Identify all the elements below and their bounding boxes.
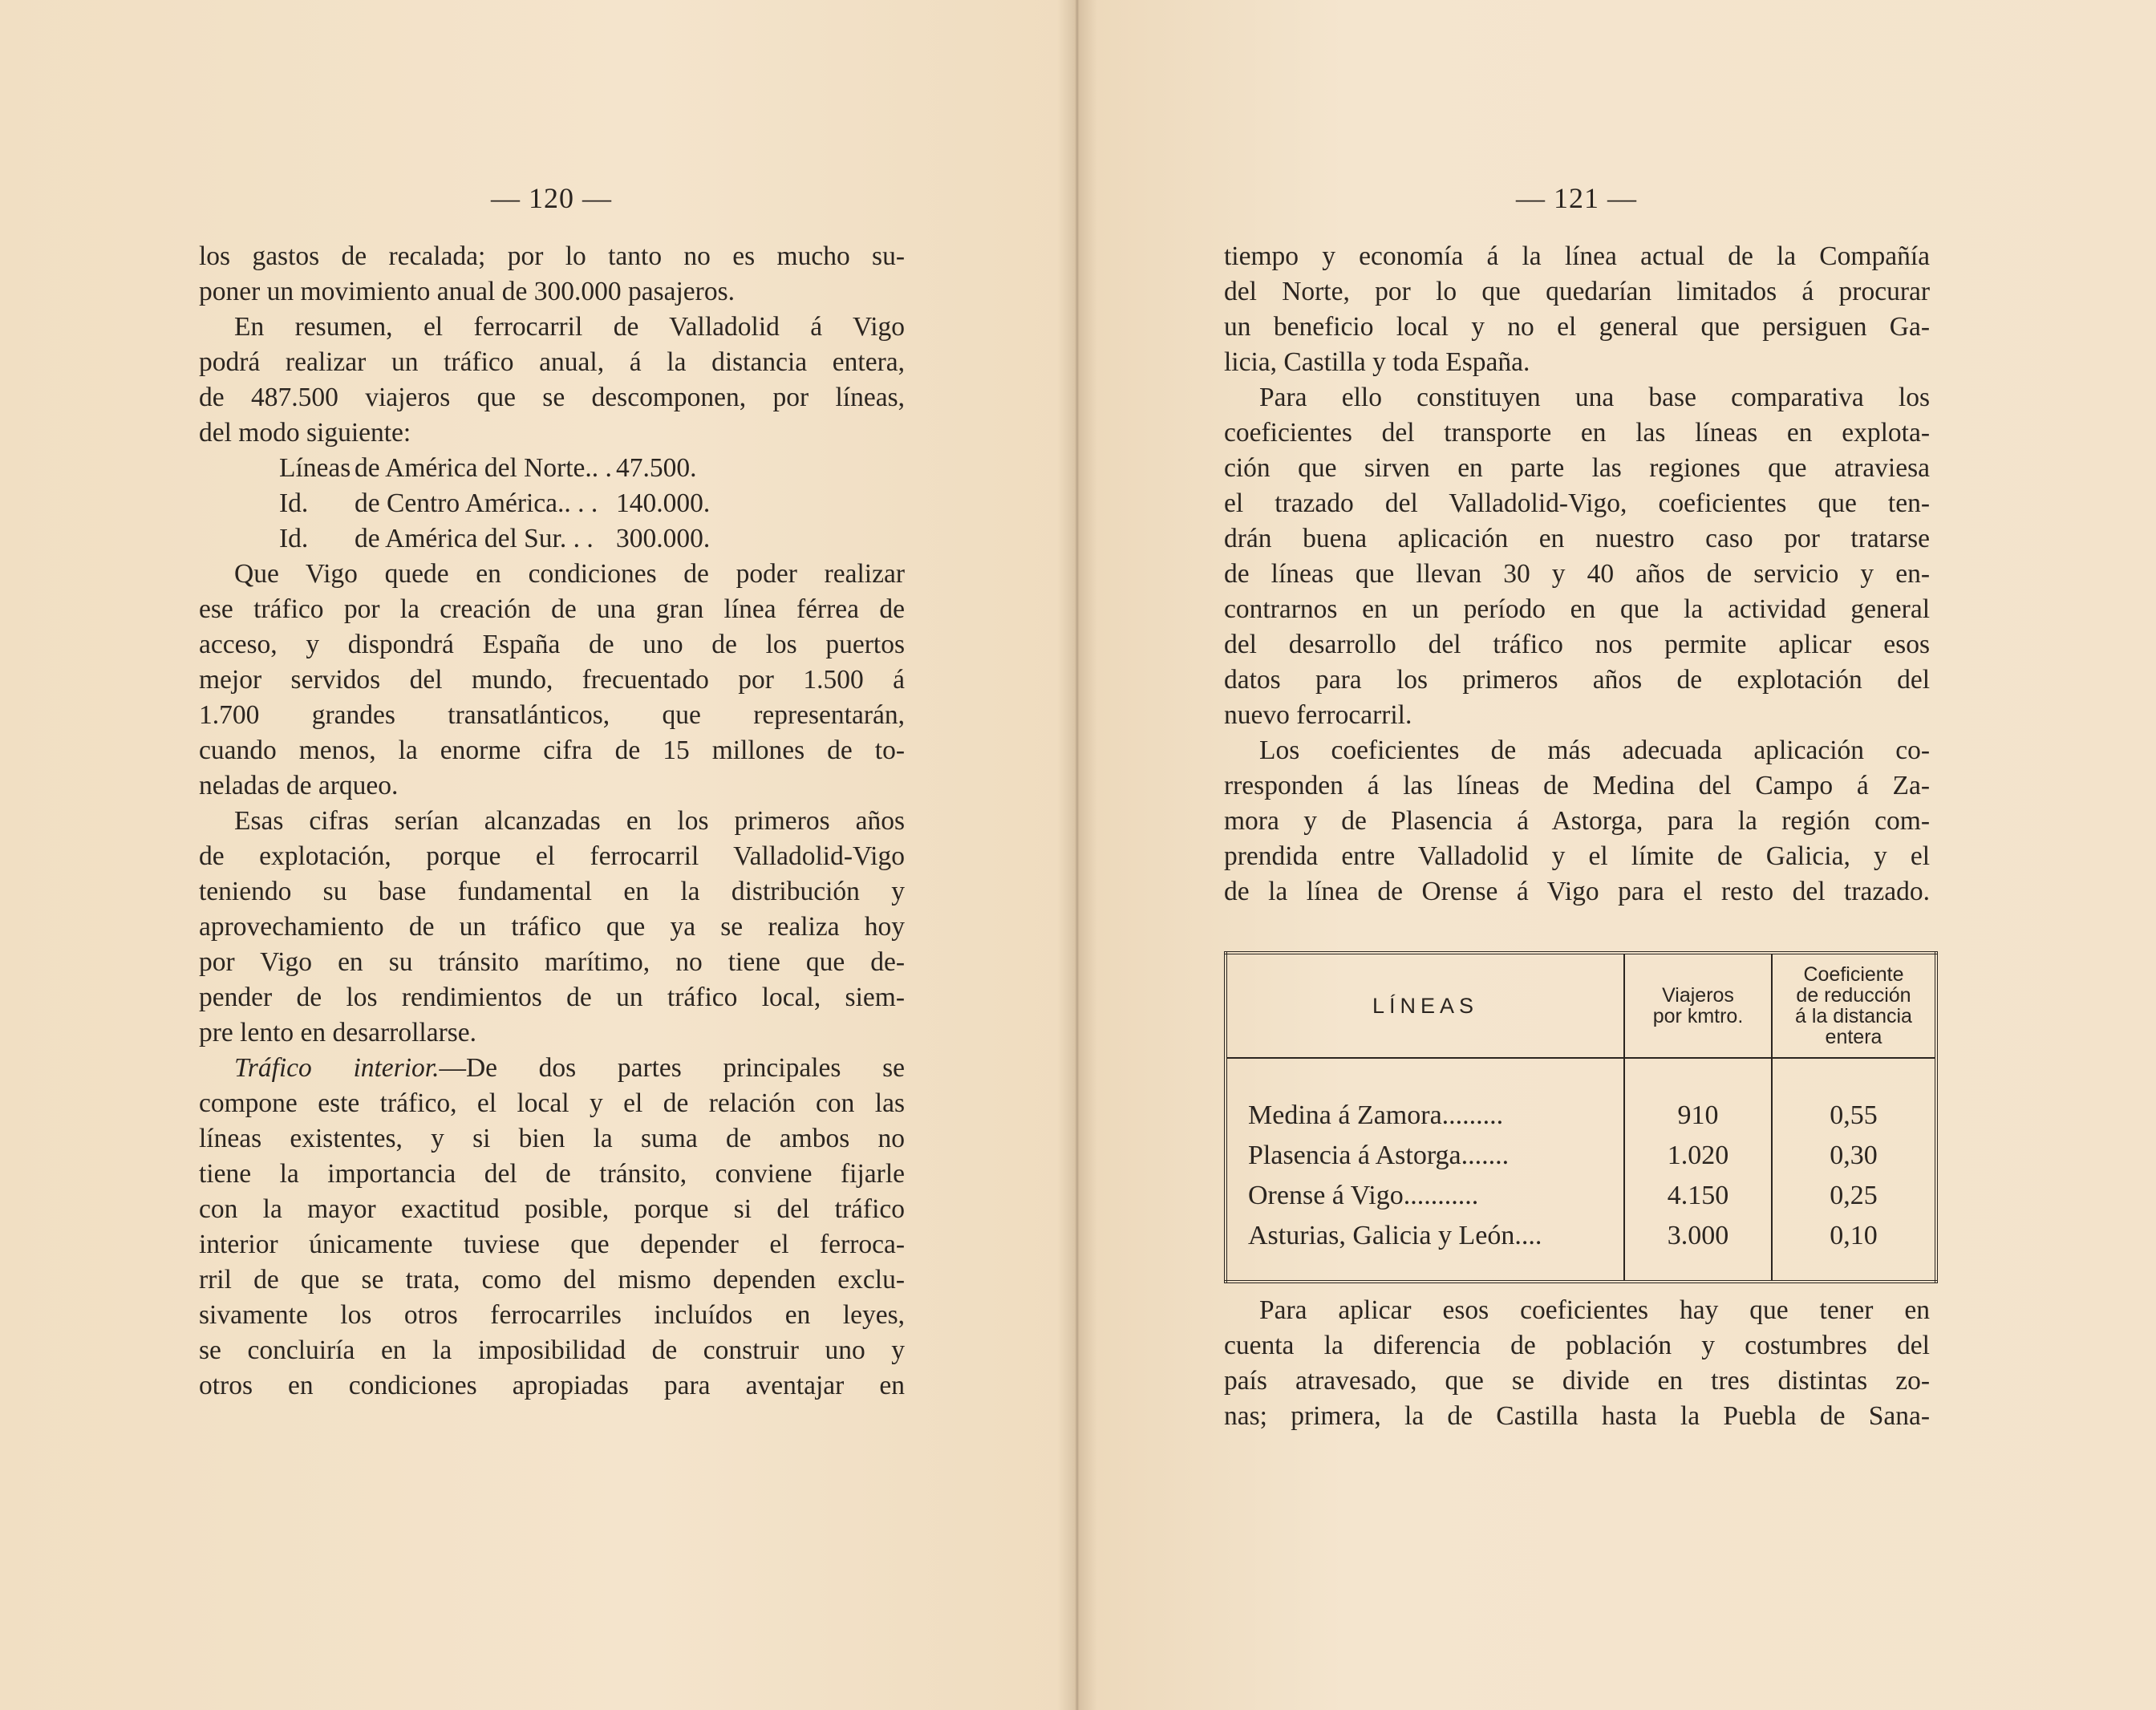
list-prefix: Id. [279,488,309,518]
list-value: 140.000. [616,488,711,518]
text-line: Que Vigo quede en condiciones de poder realizar [234,559,905,589]
table-spacer [1226,1058,1936,1096]
cell-viajeros: 3.000 [1624,1216,1772,1256]
text-line: de 487.500 viajeros que se descomponen, por líneas, [199,383,905,412]
list-item [199,451,905,486]
text-line: neladas de arqueo. [199,771,399,800]
text-line: rril de que se trata, como del mismo dependen exclu- [199,1265,905,1295]
table-row [1226,1096,1936,1136]
cell-linea: Orense á Vigo........... [1226,1176,1624,1216]
cell-coeficiente: 0,10 [1830,1221,1878,1250]
cell-linea: Medina á Zamora......... [1226,1096,1624,1136]
text-line: Esas cifras serían alcanzadas en los primeros años [234,806,905,836]
text-line: datos para los primeros años de explotación del [1224,665,1930,695]
text-line: Los coeficientes de más adecuada aplicación co- [1259,735,1930,765]
list-label: de América del Norte.. . [355,453,612,483]
list-label: de Centro América.. . . [355,488,598,518]
text-line: En resumen, el ferrocarril de Valladolid á Vigo [234,312,905,342]
text-line: nuevo ferrocarril. [1224,700,1412,730]
text-line: del modo siguiente: [199,418,411,448]
heading-tail: —De dos partes principales se [439,1053,905,1083]
text-line: nas; primera, la de Castilla hasta la Puebla de Sana- [1224,1401,1930,1431]
text-line: mejor servidos del mundo, frecuentado por 1.500 á [199,665,905,695]
text-line: de explotación, porque el ferrocarril Valladolid-Vigo [199,841,905,871]
text-line: drán buena aplicación en nuestro caso por tratarse [1224,524,1930,553]
header-coef-line: á la distancia [1795,1005,1912,1027]
section-heading-line [199,1051,905,1086]
list-item [199,521,905,557]
text-line: cuenta la diferencia de población y costumbres del [1224,1331,1930,1360]
cell-viajeros: 910 [1624,1096,1772,1136]
list-item [199,486,905,521]
cell-viajeros: 4.150 [1624,1176,1772,1216]
left-text-block [199,239,905,1404]
cell-viajeros: 1.020 [1624,1136,1772,1176]
right-page [1075,0,2156,1710]
text-line: pender de los rendimientos de un tráfico local, siem- [199,983,905,1012]
text-line: acceso, y dispondrá España de uno de los puertos [199,630,905,659]
header-lineas: LÍNEAS [1226,953,1624,1058]
text-line: se concluiría en la imposibilidad de construir uno y [199,1335,905,1365]
table-row [1226,1176,1936,1216]
text-line: líneas existentes, y si bien la suma de ambos no [199,1124,905,1153]
header-viajeros [1624,953,1772,1058]
page-number: — 120 — [491,182,612,214]
text-line: licia, Castilla y toda España. [1224,347,1530,377]
page-number: — 121 — [1516,182,1637,214]
text-line: tiempo y economía á la línea actual de la Compañía [1224,241,1930,271]
header-coeficiente [1772,953,1936,1058]
list-prefix: Id. [279,524,309,553]
text-line: Para aplicar esos coeficientes hay que tener en [1259,1295,1930,1325]
table-header-row [1226,953,1936,1058]
text-line: contrarnos en un período en que la actividad general [1224,594,1930,624]
cell-coeficiente: 0,30 [1830,1141,1878,1170]
right-text-block-bottom [1224,1293,1930,1434]
header-coef-line: de reducción [1796,984,1911,1007]
text-line: de líneas que llevan 30 y 40 años de servicio y en- [1224,559,1930,589]
cell-coeficiente: 0,55 [1830,1100,1878,1130]
table-spacer [1226,1256,1936,1282]
text-line: del desarrollo del tráfico nos permite aplicar esos [1224,630,1930,659]
header-coef-line: entera [1825,1026,1882,1048]
text-line: ese tráfico por la creación de una gran línea férrea de [199,594,905,624]
coefficients-table [1224,951,1938,1283]
text-line: teniendo su base fundamental en la distribución y [199,877,905,906]
text-line: país atravesado, que se divide en tres distintas zo- [1224,1366,1930,1396]
text-line: interior únicamente tuviese que depender el ferroca- [199,1230,905,1259]
header-coef-line: Coeficiente [1803,963,1904,986]
cell-linea: Plasencia á Astorga....... [1226,1136,1624,1176]
cell-coeficiente: 0,25 [1830,1181,1878,1210]
text-line: un beneficio local y no el general que persiguen Ga- [1224,312,1930,342]
text-line: sivamente los otros ferrocarriles incluídos en leyes, [199,1300,905,1330]
text-line: ción que sirven en parte las regiones que atraviesa [1224,453,1930,483]
text-line: 1.700 grandes transatlánticos, que representarán, [199,700,905,730]
table-row [1226,1216,1936,1256]
text-line: de la línea de Orense á Vigo para el resto del trazado. [1224,877,1930,906]
cell-linea: Asturias, Galicia y León.... [1226,1216,1624,1256]
text-line: Para ello constituyen una base comparativa los [1259,383,1930,412]
list-label: de América del Sur. . . [355,524,594,553]
text-line: aprovechamiento de un tráfico que ya se realiza hoy [199,912,905,942]
header-viajeros-line: Viajeros [1662,984,1734,1007]
text-line: poner un movimiento anual de 300.000 pasajeros. [199,277,735,306]
list-value: 47.500. [616,453,697,483]
text-line: rresponden á las líneas de Medina del Campo á Za- [1224,771,1930,800]
text-line: tiene la importancia del de tránsito, conviene fijarle [199,1159,905,1189]
text-line: del Norte, por lo que quedarían limitados á procurar [1224,277,1930,306]
list-value: 300.000. [616,524,711,553]
text-line: por Vigo en su tránsito marítimo, no tiene que de- [199,947,905,977]
text-line: el trazado del Valladolid-Vigo, coeficientes que ten- [1224,488,1930,518]
text-line: podrá realizar un tráfico anual, á la distancia entera, [199,347,905,377]
text-line: cuando menos, la enorme cifra de 15 millones de to- [199,735,905,765]
left-page [0,0,1075,1710]
book-gutter [1057,0,1097,1710]
text-line: prendida entre Valladolid y el límite de Galicia, y el [1224,841,1930,871]
list-prefix: Líneas [279,453,351,483]
text-line: otros en condiciones apropiadas para aventajar en [199,1371,905,1400]
text-line: compone este tráfico, el local y el de relación con las [199,1088,905,1118]
table-row [1226,1136,1936,1176]
header-viajeros-line: por kmtro. [1652,1005,1744,1027]
text-line: con la mayor exactitud posible, porque si del tráfico [199,1194,905,1224]
text-line: mora y de Plasencia á Astorga, para la región com- [1224,806,1930,836]
text-line: los gastos de recalada; por lo tanto no es mucho su- [199,241,905,271]
italic-heading: Tráfico interior. [234,1053,440,1083]
text-line: coeficientes del transporte en las líneas en explota- [1224,418,1930,448]
passenger-list [199,451,905,557]
text-line: pre lento en desarrollarse. [199,1018,477,1047]
right-text-block [1224,239,1930,910]
